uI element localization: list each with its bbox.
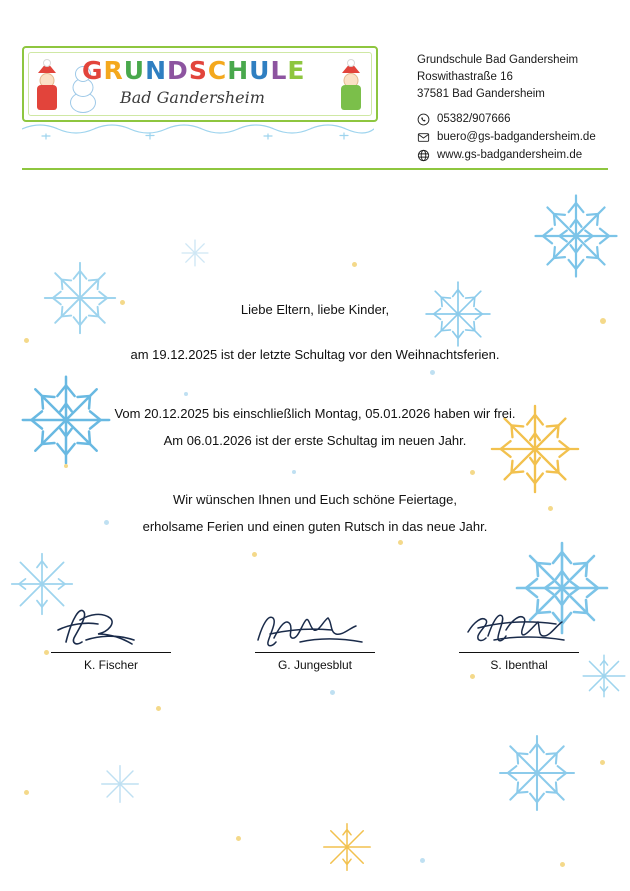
phone-icon	[417, 113, 430, 126]
signature-line	[51, 652, 171, 653]
signature-drawing	[36, 600, 186, 652]
snow-dot	[600, 760, 605, 765]
logo-letter: G	[82, 56, 104, 85]
logo-letter: E	[287, 56, 306, 85]
letter-line-1: am 19.12.2025 ist der letzte Schultag vor den Weihnachtsferien.	[130, 347, 500, 362]
contact-city: 37581 Bad Gandersheim	[417, 88, 545, 100]
logo-letter: S	[188, 56, 208, 85]
logo-letter: C	[207, 56, 228, 85]
signature-name: K. Fischer	[83, 658, 138, 672]
snow-dot	[470, 674, 475, 679]
signature-row	[0, 600, 630, 672]
snow-edge-decoration	[22, 118, 374, 140]
snowflake-icon	[530, 190, 622, 282]
logo-letter: U	[249, 56, 271, 85]
signature-line	[255, 652, 375, 653]
contact-email-row	[417, 129, 596, 146]
snowflake-icon	[318, 818, 376, 876]
child-figure-left-icon	[32, 62, 62, 112]
globe-icon	[417, 149, 430, 162]
logo-letter: L	[270, 56, 288, 85]
signature-name: S. Ibenthal	[490, 658, 548, 672]
contact-street: Roswithastraße 16	[417, 71, 513, 83]
contact-phone-row	[417, 111, 596, 128]
snowflake-icon	[178, 236, 212, 270]
snow-dot	[236, 836, 241, 841]
logo-letter: D	[167, 56, 189, 85]
snowflake-icon	[494, 730, 580, 816]
signature-name: G. Jungesblut	[277, 658, 353, 672]
logo-subtitle: Bad Gandersheim	[120, 88, 265, 107]
letter-line-3: Am 06.01.2026 ist der erste Schultag im neuen Jahr.	[163, 433, 467, 448]
signature-drawing	[444, 600, 594, 652]
letter-line-5: erholsame Ferien und einen guten Rutsch in das neue Jahr.	[142, 519, 488, 534]
signature-line	[459, 652, 579, 653]
logo-letter: U	[123, 56, 146, 85]
letter-line-2: Vom 20.12.2025 bis einschließlich Montag, 05.01.2026 haben wir frei.	[114, 406, 516, 421]
snow-dot	[330, 690, 335, 695]
signature-block	[240, 600, 390, 672]
snow-dot	[352, 262, 357, 267]
signature-block	[444, 600, 594, 672]
letterhead	[0, 0, 630, 176]
contact-phone: 05382/907666	[437, 113, 511, 125]
snow-dot	[24, 790, 29, 795]
contact-school-name: Grundschule Bad Gandersheim	[417, 54, 579, 66]
school-logo	[22, 46, 378, 122]
contact-email[interactable]: buero@gs-badgandersheim.de	[437, 131, 596, 143]
logo-letter: R	[103, 56, 124, 85]
letter-line-4: Wir wünschen Ihnen und Euch schöne Feiertage,	[172, 492, 457, 507]
logo-letter: H	[227, 56, 250, 85]
envelope-icon	[417, 131, 430, 144]
header-divider	[22, 168, 608, 170]
letter-body	[0, 300, 630, 562]
contact-web-row	[417, 147, 596, 164]
letter-salutation: Liebe Eltern, liebe Kinder,	[240, 302, 390, 317]
logo-wordmark	[82, 56, 305, 85]
snow-dot	[156, 706, 161, 711]
contact-website[interactable]: www.gs-badgandersheim.de	[437, 149, 583, 161]
signature-block	[36, 600, 186, 672]
signature-drawing	[240, 600, 390, 652]
snowflake-icon	[96, 760, 144, 808]
child-figure-right-icon	[336, 62, 366, 112]
logo-letter: N	[145, 56, 168, 85]
school-contact-block	[417, 52, 596, 164]
snow-dot	[560, 862, 565, 867]
snow-dot	[420, 858, 425, 863]
